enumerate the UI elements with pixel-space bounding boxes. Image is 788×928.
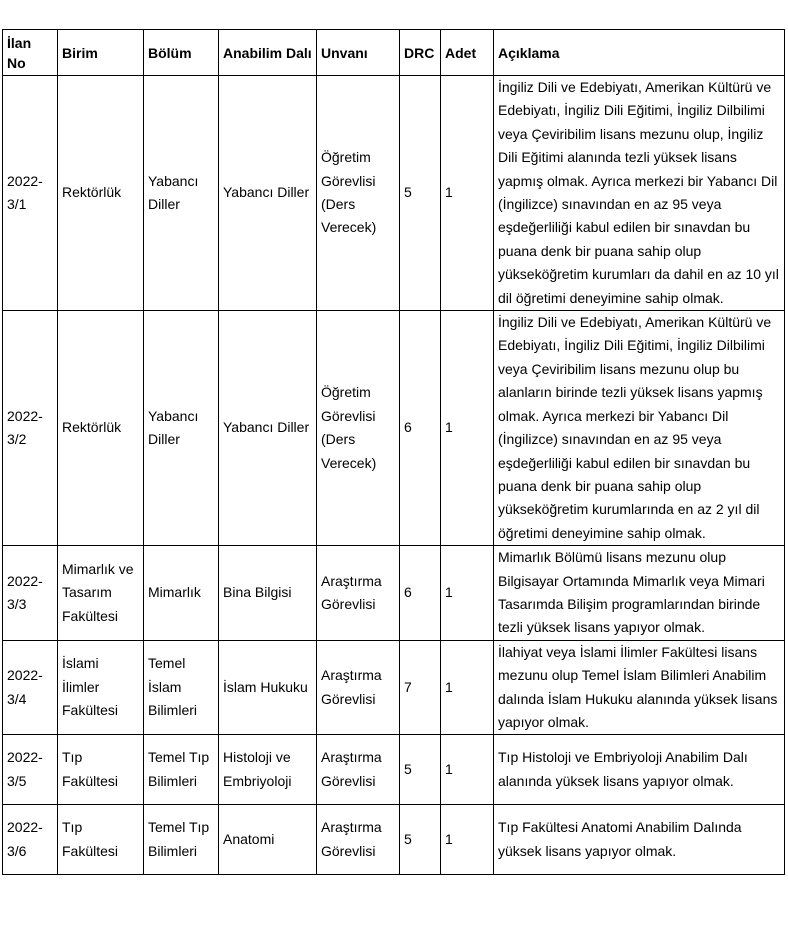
cell-ilan-no: 2022-3/5 xyxy=(3,735,58,805)
table-row xyxy=(3,735,785,805)
cell-adet: 1 xyxy=(441,546,494,641)
cell-ilan-no: 2022-3/1 xyxy=(3,76,58,311)
cell-aciklama: Tıp Fakültesi Anatomi Anabilim Dalında yüksek lisans yapıyor olmak. xyxy=(494,805,785,875)
cell-drc: 5 xyxy=(400,735,441,805)
cell-bolum: Temel Tıp Bilimleri xyxy=(144,735,219,805)
cell-anabilim-dali: Histoloji ve Embriyoloji xyxy=(219,735,317,805)
table-row xyxy=(3,640,785,735)
header-unvani: Unvanı xyxy=(317,30,400,76)
cell-anabilim-dali: Bina Bilgisi xyxy=(219,546,317,641)
cell-anabilim-dali: Anatomi xyxy=(219,805,317,875)
cell-drc: 7 xyxy=(400,640,441,735)
cell-unvani: Araştırma Görevlisi xyxy=(317,546,400,641)
header-drc: DRC xyxy=(400,30,441,76)
cell-aciklama: Mimarlık Bölümü lisans mezunu olup Bilgisayar Ortamında Mimarlık veya Mimari Tasarımda Bilişim programlarından birinde tezli yüksek lisans yapıyor olmak. xyxy=(494,546,785,641)
cell-bolum: Temel Tıp Bilimleri xyxy=(144,805,219,875)
cell-birim: Rektörlük xyxy=(58,76,144,311)
cell-ilan-no: 2022-3/2 xyxy=(3,311,58,546)
cell-anabilim-dali: Yabancı Diller xyxy=(219,76,317,311)
cell-adet: 1 xyxy=(441,805,494,875)
cell-drc: 6 xyxy=(400,546,441,641)
header-row xyxy=(3,30,785,76)
cell-unvani: Öğretim Görevlisi (Ders Verecek) xyxy=(317,76,400,311)
header-adet: Adet xyxy=(441,30,494,76)
cell-birim: Tıp Fakültesi xyxy=(58,805,144,875)
table-row xyxy=(3,76,785,311)
cell-ilan-no: 2022-3/3 xyxy=(3,546,58,641)
cell-unvani: Araştırma Görevlisi xyxy=(317,640,400,735)
table-row xyxy=(3,546,785,641)
header-bolum: Bölüm xyxy=(144,30,219,76)
cell-anabilim-dali: Yabancı Diller xyxy=(219,311,317,546)
cell-drc: 6 xyxy=(400,311,441,546)
cell-aciklama: İlahiyat veya İslami İlimler Fakültesi lisans mezunu olup Temel İslam Bilimleri Anabilim dalında İslam Hukuku alanında yüksek lisans yapıyor olmak. xyxy=(494,640,785,735)
cell-birim: Mimarlık ve Tasarım Fakültesi xyxy=(58,546,144,641)
cell-adet: 1 xyxy=(441,311,494,546)
cell-birim: Tıp Fakültesi xyxy=(58,735,144,805)
cell-ilan-no: 2022-3/4 xyxy=(3,640,58,735)
header-ilan-no: İlan No xyxy=(3,30,58,76)
document-page xyxy=(2,29,785,875)
cell-drc: 5 xyxy=(400,76,441,311)
cell-anabilim-dali: İslam Hukuku xyxy=(219,640,317,735)
header-birim: Birim xyxy=(58,30,144,76)
cell-bolum: Mimarlık xyxy=(144,546,219,641)
cell-drc: 5 xyxy=(400,805,441,875)
cell-aciklama: İngiliz Dili ve Edebiyatı, Amerikan Kültürü ve Edebiyatı, İngiliz Dili Eğitimi, İngiliz Dilbilimi veya Çeviribilim lisans mezunu olup, İngiliz Dili Eğitimi alanında tezli yüksek lisans yapmış olmak. Ayrıca merkezi bir Yabancı Dil (İngilizce) sınavından en az 95 veya eşdeğerliliği kabul edilen bir sınavdan bu puana denk bir puana sahip olup yükseköğretim kurumları da dahil en az 10 yıl dil öğretimi deneyimine sahip olmak. xyxy=(494,76,785,311)
header-anabilim-dali: Anabilim Dalı xyxy=(219,30,317,76)
cell-unvani: Araştırma Görevlisi xyxy=(317,805,400,875)
cell-bolum: Yabancı Diller xyxy=(144,311,219,546)
cell-adet: 1 xyxy=(441,735,494,805)
cell-unvani: Araştırma Görevlisi xyxy=(317,735,400,805)
cell-bolum: Yabancı Diller xyxy=(144,76,219,311)
cell-ilan-no: 2022-3/6 xyxy=(3,805,58,875)
cell-unvani: Öğretim Görevlisi (Ders Verecek) xyxy=(317,311,400,546)
header-aciklama: Açıklama xyxy=(494,30,785,76)
cell-aciklama: Tıp Histoloji ve Embriyoloji Anabilim Dalı alanında yüksek lisans yapıyor olmak. xyxy=(494,735,785,805)
cell-bolum: Temel İslam Bilimleri xyxy=(144,640,219,735)
cell-birim: Rektörlük xyxy=(58,311,144,546)
job-postings-table xyxy=(2,29,785,875)
table-row xyxy=(3,805,785,875)
cell-adet: 1 xyxy=(441,640,494,735)
cell-birim: İslami İlimler Fakültesi xyxy=(58,640,144,735)
cell-adet: 1 xyxy=(441,76,494,311)
table-row xyxy=(3,311,785,546)
cell-aciklama: İngiliz Dili ve Edebiyatı, Amerikan Kültürü ve Edebiyatı, İngiliz Dili Eğitimi, İngiliz Dilbilimi veya Çeviribilim lisans mezunu olup bu alanların birinde tezli yüksek lisans yapmış olmak. Ayrıca merkezi bir Yabancı Dil (İngilizce) sınavından en az 95 veya eşdeğerliliği kabul edilen bir sınavdan bu puana denk bir puana sahip olup yükseköğretim kurumlarında en az 2 yıl dil öğretimi deneyimine sahip olmak. xyxy=(494,311,785,546)
